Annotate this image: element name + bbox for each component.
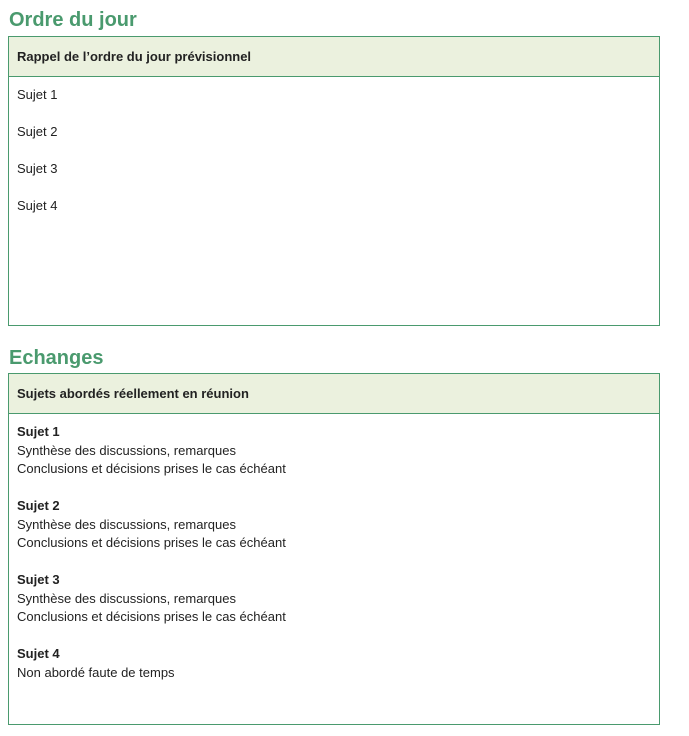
topic-conclusion-line: Conclusions et décisions prises le cas échéant [17, 461, 286, 476]
topic-title: Sujet 3 [17, 572, 60, 587]
agenda-item[interactable]: Sujet 2 [17, 124, 58, 139]
topic-conclusion-line: Conclusions et décisions prises le cas échéant [17, 535, 286, 550]
topic-title: Sujet 4 [17, 646, 60, 661]
topic-block[interactable] [17, 571, 651, 627]
topic-block[interactable] [17, 645, 651, 682]
topic-summary-line: Synthèse des discussions, remarques [17, 516, 236, 532]
agenda-box-body [9, 77, 659, 234]
topic-title: Sujet 2 [17, 498, 60, 513]
agenda-section-title: Ordre du jour [9, 9, 137, 31]
agenda-item[interactable]: Sujet 4 [17, 198, 58, 213]
topic-block[interactable] [17, 423, 651, 479]
exchanges-box [8, 373, 660, 725]
topic-title: Sujet 1 [17, 424, 60, 439]
topic-note-line: Non abordé faute de temps [17, 664, 175, 680]
exchanges-box-header: Sujets abordés réellement en réunion [9, 374, 659, 414]
agenda-item[interactable]: Sujet 3 [17, 161, 58, 176]
topic-block[interactable] [17, 497, 651, 553]
topic-summary-line: Synthèse des discussions, remarques [17, 442, 236, 458]
agenda-box [8, 36, 660, 326]
exchanges-box-body [9, 414, 659, 682]
topic-conclusion-line: Conclusions et décisions prises le cas échéant [17, 609, 286, 624]
exchanges-section-title: Echanges [9, 347, 104, 369]
topic-summary-line: Synthèse des discussions, remarques [17, 590, 236, 606]
agenda-box-header: Rappel de l’ordre du jour prévisionnel [9, 37, 659, 77]
agenda-item[interactable]: Sujet 1 [17, 87, 58, 102]
